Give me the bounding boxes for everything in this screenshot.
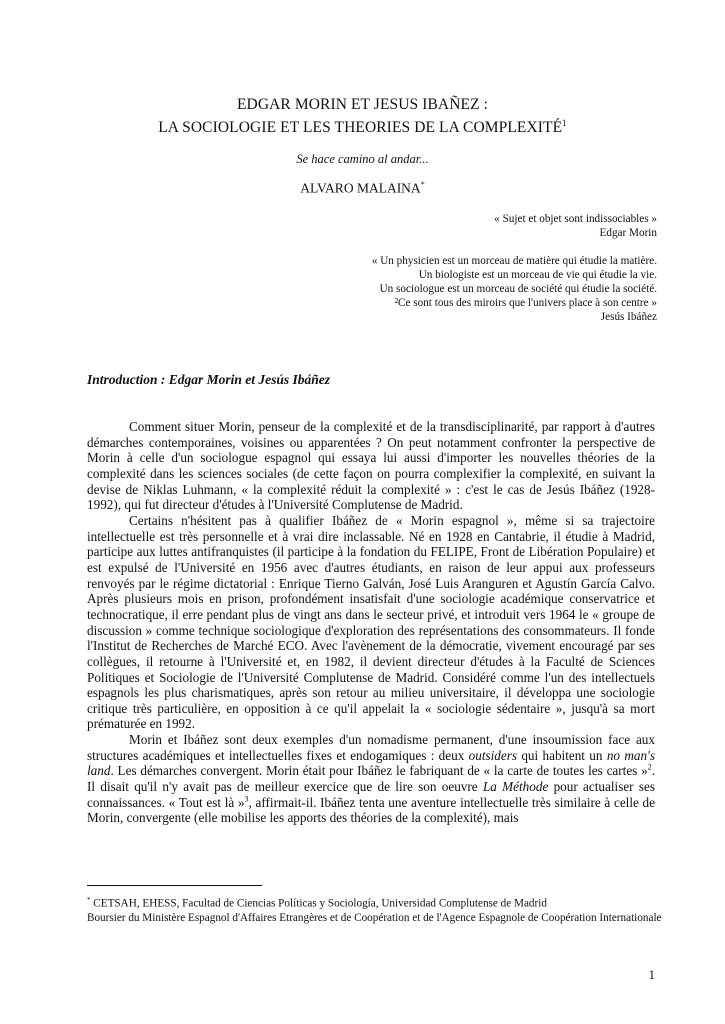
motto: Se hace camino al andar... [296, 152, 429, 166]
footnote [87, 893, 667, 925]
italic-run: no man's land [87, 747, 655, 779]
footnote-ref: 2 [647, 763, 652, 773]
epigraph-morin [494, 212, 657, 240]
epigraph-line: Un biologiste est un morceau de vie qui étudie la vie. [418, 269, 657, 281]
epigraph-source: Jesús Ibáñez [600, 311, 657, 323]
epigraph-line: « Un physicien est un morceau de matière qui étudie la matière. [371, 255, 657, 267]
body-text [87, 419, 655, 826]
epigraph-ibanez [372, 254, 657, 324]
text-run: , affirmait-il. Ibáñez tenta une aventure intellectuelle très similaire à celle de Morin, convergente (elle mobilise les apports des théories de la complexité), mais [87, 794, 655, 826]
text-run: . Les démarches convergent. Morin était pour Ibáñez le fabriquant de « la carte de toutes les cartes » [110, 763, 648, 779]
paper-title [60, 96, 665, 137]
footnote-mark: * [87, 896, 91, 904]
footnote-line-2: Boursier du Ministère Espagnol d'Affaires Etrangères et de Coopération et de l'Agence Espagnole de Coopération Internationale [87, 911, 662, 924]
author-text: ALVARO MALAINA [300, 180, 421, 196]
author-footnote-ref: * [420, 180, 425, 189]
italic-run: La Méthode [482, 779, 549, 795]
footnote-line-1 [87, 893, 667, 911]
footnote-ref: 3 [244, 794, 249, 804]
paragraph-2: Certains n'hésitent pas à qualifier Ibáñez de « Morin espagnol », même si sa trajectoire intellectuelle est très personnelle et à vrai dire inclassable. Né en 1928 en Cantabrie, il étudie à Madrid, participe aux luttes antifranquistes (il participe à la fondation du FELIPE, Front de Libération Populaire) et est expulsé de l'Université en 1956 avec d'autres étudiants, en raison de leur appui aux professeurs renvoyés par le régime dictatorial : Enrique Tierno Galván, José Luis Aranguren et Agustín García Calvo. Après plusieurs mois en prison, profondément insatisfait d'une sociologie académique conservatrice et technocratique, il erre pendant plus de vingt ans dans le secteur privé, et introduit vers 1964 le « groupe de discussion » comme technique sociologique d'exploration des représentations des consommateurs. Il fonde l'Institut de Recherches de Marché ECO. Avec l'avènement de la démocratie, vivement encouragé par ses collègues, il retourne à l'Université et, en 1982, il devient directeur d'études à la Faculté de Sciences Politiques et Sociologie de l'Université Complutense de Madrid. Considéré comme l'un des intellectuels espagnols les plus charismatiques, après son retour au milieu universitaire, il développa une sociologie critique très particulière, en opposition à ce qu'il appelait la « sociologie sédentaire », jusqu'à sa mort prématurée en 1992. [87, 512, 655, 732]
epigraph-line: Un sociologue est un morceau de société qui étudie la société. [379, 283, 657, 295]
section-heading: Introduction : Edgar Morin et Jesús Ibáñez [87, 372, 331, 387]
text-run: qui habitent un [517, 747, 607, 763]
title-line-2 [60, 114, 665, 137]
text-run: . Il disait qu'il n'y avait pas de meilleur exercice que de lire son oeuvre [87, 763, 655, 795]
title-line-1: EDGAR MORIN ET JESUS IBAÑEZ : [236, 96, 489, 113]
title-footnote-ref: 1 [562, 118, 567, 128]
footnote-text: CETSAH, EHESS, Facultad de Ciencias Políticas y Sociología, Universidad Complutense de Madrid [90, 897, 547, 910]
paragraph-3 [87, 732, 655, 826]
title-line-2-text: LA SOCIOLOGIE ET LES THEORIES DE LA COMPLEXITÉ [158, 119, 563, 137]
page-number: 1 [648, 967, 655, 982]
text-run: Morin et Ibáñez sont deux exemples d'un nomadisme permanent, d'une insoumission face aux structures académiques et intellectuelles fixes et endogamiques : deux [87, 732, 655, 763]
epigraph-quote: « Sujet et objet sont indissociables » [494, 213, 657, 225]
author-name [0, 180, 725, 197]
text-run: pour actualiser ses connaissances. « Tout est là » [87, 779, 655, 810]
epigraph-source: Edgar Morin [599, 227, 657, 239]
footnote-divider [87, 885, 262, 886]
epigraph-line: ²Ce sont tous des miroirs que l'univers place à son centre » [394, 297, 657, 309]
italic-run: outsiders [468, 747, 517, 763]
paragraph-1: Comment situer Morin, penseur de la complexité et de la transdisciplinarité, par rapport à d'autres démarches contemporaines, voisines ou apparentées ? On peut notamment confronter la perspective de Morin à celle d'un sociologue espagnol qui essaya lui aussi d'importer les nouvelles théories de la complexité dans les sciences sociales (de cette façon on pourra complexifier la complexité, en suivant la devise de Niklas Luhmann, « la complexité réduit la complexité » : c'est le cas de Jesús Ibáñez (1928-1992), qui fut directeur d'études à l'Université Complutense de Madrid. [87, 419, 655, 513]
